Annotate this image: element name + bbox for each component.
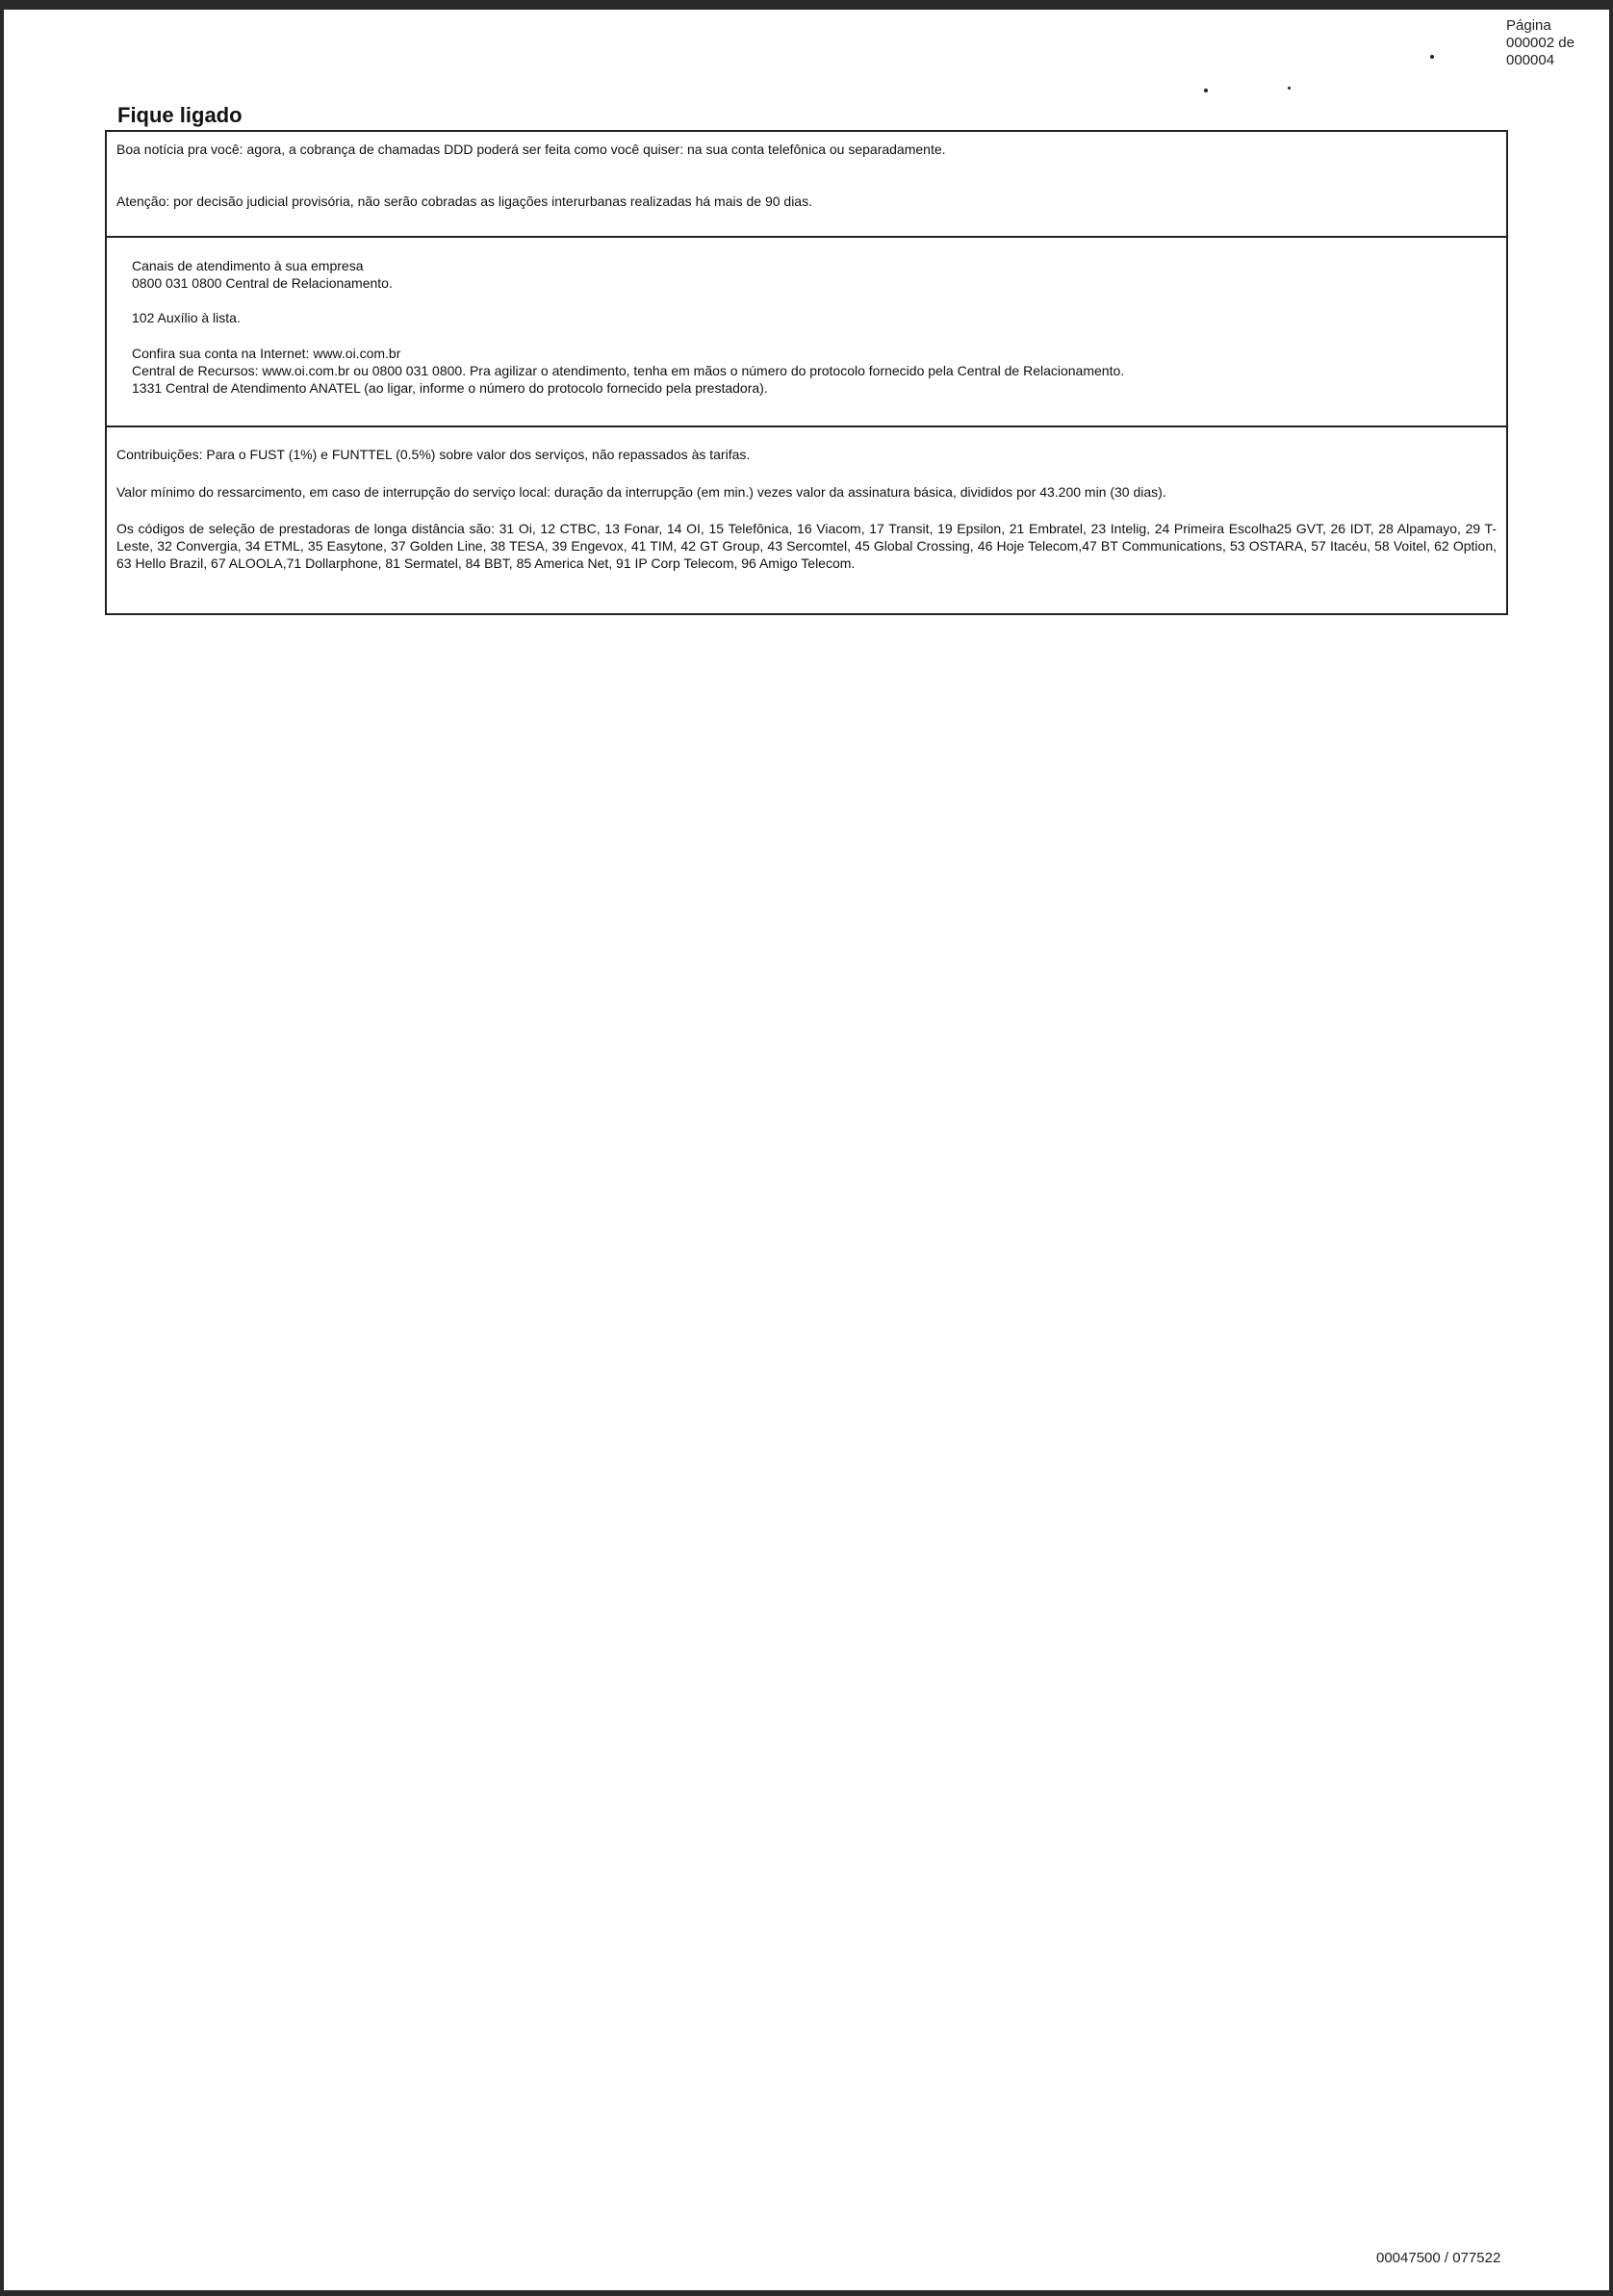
notice-ddd: Boa notícia pra você: agora, a cobrança de chamadas DDD poderá ser feita como você quiser: na sua conta telefônica ou separadamente. xyxy=(116,142,946,157)
info-refund: Valor mínimo do ressarcimento, em caso de interrupção do serviço local: duração da interrupção (em min.) vezes valor da assinatura básica, divididos por 43.200 min (30 dias). xyxy=(116,484,1166,500)
notice-interurban: Atenção: por decisão judicial provisória, não serão cobradas as ligações interurbanas realizadas há mais de 90 dias. xyxy=(116,193,812,209)
info-contributions: Contribuições: Para o FUST (1%) e FUNTTEL (0.5%) sobre valor dos serviços, não repassados às tarifas. xyxy=(116,447,751,462)
channels-directory: 102 Auxílio à lista. xyxy=(132,310,241,325)
scan-speck xyxy=(1288,87,1291,90)
scan-speck xyxy=(1204,89,1208,92)
info-carrier-codes: Os códigos de seleção de prestadoras de longa distância são: 31 Oi, 12 CTBC, 13 Fonar, 14 OI, 15 Telefônica, 16 Viacom, 17 Transit, 19 Epsilon, 21 Embratel, 23 Intelig, 24 Primeira Escolha25 GVT, 26 IDT, 28 Alpamayo, 29 T-Leste, 32 Convergia, 34 ETML, 35 Easytone, 37 Golden Line, 38 TESA, 39 Engevox, 41 TIM, 42 GT Group, 43 Sercomtel, 45 Global Crossing, 46 Hoje Telecom,47 BT Communications, 53 OSTARA, 57 Itacéu, 58 Voitel, 62 Option, 63 Hello Brazil, 67 ALOOLA,71 Dollarphone, 81 Sermatel, 84 BBT, 85 America Net, 91 IP Corp Telecom, 96 Amigo Telecom. xyxy=(116,521,1497,571)
scan-border-bottom xyxy=(0,2290,1613,2296)
scan-border-right xyxy=(1609,0,1613,2296)
channels-relationship: 0800 031 0800 Central de Relacionamento. xyxy=(132,275,393,291)
page-total: 000004 xyxy=(1506,52,1555,68)
channels-internet: Confira sua conta na Internet: www.oi.com.br xyxy=(132,346,401,361)
section-divider xyxy=(107,426,1506,427)
info-frame xyxy=(105,130,1508,615)
scan-speck xyxy=(1430,55,1434,59)
section-title: Fique ligado xyxy=(117,103,243,127)
section-divider xyxy=(107,236,1506,238)
channels-resources: Central de Recursos: www.oi.com.br ou 0800 031 0800. Pra agilizar o atendimento, tenha em mãos o número do protocolo fornecido pela Central de Relacionamento. xyxy=(132,363,1125,378)
scan-border-top xyxy=(0,0,1613,10)
channels-heading: Canais de atendimento à sua empresa xyxy=(132,258,364,273)
document-number: 00047500 / 077522 xyxy=(1376,2250,1501,2266)
channels-anatel: 1331 Central de Atendimento ANATEL (ao ligar, informe o número do protocolo fornecido pela prestadora). xyxy=(132,380,768,396)
page-indicator xyxy=(1506,17,1575,69)
page-current: 000002 de xyxy=(1506,35,1575,51)
scan-border-left xyxy=(0,0,4,2296)
page-label: Página xyxy=(1506,17,1551,34)
